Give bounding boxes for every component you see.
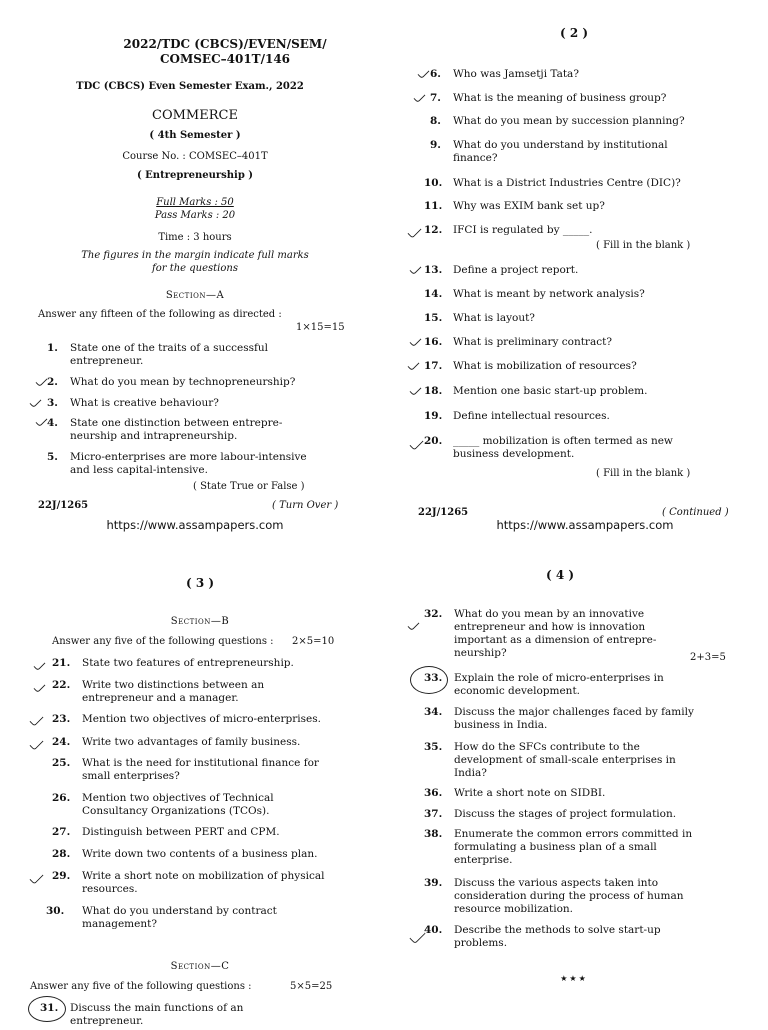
tick-mark-icon xyxy=(409,436,423,450)
footer-turn-over: ( Turn Over ) xyxy=(272,500,339,511)
tick-mark-icon xyxy=(29,396,41,408)
circle-mark-icon xyxy=(28,996,66,1022)
section-a-heading: Section—A xyxy=(165,290,225,301)
instruction-note-1: The figures in the margin indicate full marks xyxy=(81,250,309,261)
question-18: 18. Mention one basic start-up problem. xyxy=(424,385,648,397)
question-3: 3. What is creative behaviour? xyxy=(47,397,219,409)
question-19: 19. Define intellectual resources. xyxy=(424,410,610,422)
question-11: 11. Why was EXIM bank set up? xyxy=(424,200,605,212)
pass-marks: Pass Marks : 20 xyxy=(154,210,236,221)
tick-mark-icon xyxy=(35,375,47,387)
tick-mark-icon xyxy=(413,91,425,103)
section-b-instruction: Answer any five of the following questions : xyxy=(52,636,274,647)
question-12: 12. IFCI is regulated by _____. xyxy=(424,224,593,236)
tick-mark-icon xyxy=(29,736,43,750)
footer-url-page-2[interactable]: https://www.assampapers.com xyxy=(496,518,674,532)
question-21: 21. State two features of entrepreneurship. xyxy=(52,657,294,669)
tick-mark-icon xyxy=(29,712,43,726)
question-9: 9. What do you understand by institutional finance? xyxy=(430,139,668,164)
exam-title: TDC (CBCS) Even Semester Exam., 2022 xyxy=(76,81,304,92)
question-24: 24. Write two advantages of family business. xyxy=(52,736,301,748)
question-37: 37. Discuss the stages of project formulation. xyxy=(424,808,677,820)
tick-mark-icon xyxy=(33,681,45,693)
tick-mark-icon xyxy=(35,415,47,427)
page-3 xyxy=(0,512,384,1027)
question-38: 38. Enumerate the common errors committed in formulating a business plan of a small enterprise. xyxy=(424,828,693,866)
question-17: 17. What is mobilization of resources? xyxy=(424,360,637,372)
question-10: 10. What is a District Industries Centre (DIC)? xyxy=(424,177,681,189)
question-32: 32. What do you mean by an innovative entrepreneur and how is innovation important as a dimension of entrepre- neurship? xyxy=(424,608,657,659)
question-30: 30. What do you understand by contract management? xyxy=(46,905,277,930)
question-39: 39. Discuss the various aspects taken into consideration during the process of human resource mobilization. xyxy=(424,877,684,915)
footer-code: 22J/1265 xyxy=(38,500,89,511)
tick-mark-icon xyxy=(407,359,419,371)
section-a-marks: 1×15=15 xyxy=(296,322,345,333)
question-27: 27. Distinguish between PERT and CPM. xyxy=(52,826,280,838)
tick-mark-icon xyxy=(409,335,421,347)
question-25: 25. What is the need for institutional finance for small enterprises? xyxy=(52,757,319,782)
page-1 xyxy=(0,0,384,512)
subject-title: COMMERCE xyxy=(152,108,238,123)
section-a-instruction: Answer any fifteen of the following as directed : xyxy=(38,309,282,320)
tick-mark-icon xyxy=(29,870,43,884)
question-29: 29. Write a short note on mobilization of physical resources. xyxy=(52,870,325,895)
course-number: Course No. : COMSEC–401T xyxy=(122,151,268,162)
question-23: 23. Mention two objectives of micro-enterprises. xyxy=(52,713,321,725)
question-13: 13. Define a project report. xyxy=(424,264,579,276)
question-35: 35. How do the SFCs contribute to the development of small-scale enterprises in India? xyxy=(424,741,676,779)
page-4 xyxy=(384,512,768,1024)
question-20: 20. _____ mobilization is often termed as new business development. xyxy=(424,435,673,460)
end-marker-stars: ★★★ xyxy=(560,974,588,983)
question-16: 16. What is preliminary contract? xyxy=(424,336,612,348)
question-32-marks: 2+3=5 xyxy=(690,652,726,663)
time-allowed: Time : 3 hours xyxy=(158,232,232,243)
question-2: 2. What do you mean by technopreneurship? xyxy=(47,376,296,388)
question-15: 15. What is layout? xyxy=(424,312,535,324)
tick-mark-icon xyxy=(407,224,421,238)
footer-url-page-1[interactable]: https://www.assampapers.com xyxy=(106,518,284,532)
question-6: 6. Who was Jamsetji Tata? xyxy=(430,68,579,80)
circle-mark-icon xyxy=(410,666,448,694)
semester: ( 4th Semester ) xyxy=(149,130,241,141)
question-5: 5. Micro-enterprises are more labour-intensive and less capital-intensive. xyxy=(47,451,307,476)
tick-mark-icon xyxy=(33,659,45,671)
page-number: ( 2 ) xyxy=(559,26,589,40)
question-22: 22. Write two distinctions between an entrepreneur and a manager. xyxy=(52,679,265,704)
footer-code: 22J/1265 xyxy=(418,507,469,518)
question-20-note: ( Fill in the blank ) xyxy=(596,468,691,479)
question-1: 1. State one of the traits of a successful entrepreneur. xyxy=(47,342,269,367)
tick-mark-icon xyxy=(417,67,429,79)
page-number: ( 4 ) xyxy=(545,568,575,582)
question-7: 7. What is the meaning of business group? xyxy=(430,92,667,104)
question-33: 33. Explain the role of micro-enterprises in economic development. xyxy=(424,672,664,697)
tick-mark-icon xyxy=(409,263,421,275)
footer-continued: ( Continued ) xyxy=(662,507,729,518)
section-c-heading: Section—C xyxy=(170,961,230,972)
section-b-marks: 2×5=10 xyxy=(292,636,335,647)
instruction-note-2: for the questions xyxy=(152,263,238,274)
section-b-heading: Section—B xyxy=(170,616,230,627)
question-5-note: ( State True or False ) xyxy=(193,481,305,492)
page-number: ( 3 ) xyxy=(185,576,215,590)
section-c-instruction: Answer any five of the following questions : xyxy=(30,981,252,992)
question-40: 40. Describe the methods to solve start-up problems. xyxy=(424,924,661,949)
tick-mark-icon xyxy=(407,619,419,631)
paper-name: ( Entrepreneurship ) xyxy=(136,170,254,181)
question-14: 14. What is meant by network analysis? xyxy=(424,288,645,300)
question-28: 28. Write down two contents of a business plan. xyxy=(52,848,318,860)
question-12-note: ( Fill in the blank ) xyxy=(596,240,691,251)
question-8: 8. What do you mean by succession planning? xyxy=(430,115,685,127)
section-c-marks: 5×5=25 xyxy=(290,981,333,992)
question-31: 31. Discuss the main functions of an entrepreneur. xyxy=(40,1002,244,1027)
paper-code-line-2: COMSEC–401T/146 xyxy=(159,52,291,66)
full-marks: Full Marks : 50 xyxy=(156,197,234,208)
question-4: 4. State one distinction between entrepre- neurship and intrapreneurship. xyxy=(47,417,283,442)
question-26: 26. Mention two objectives of Technical Consultancy Organizations (TCOs). xyxy=(52,792,274,817)
tick-mark-icon xyxy=(409,384,421,396)
question-34: 34. Discuss the major challenges faced by family business in India. xyxy=(424,706,694,731)
question-36: 36. Write a short note on SIDBI. xyxy=(424,787,606,799)
page-2 xyxy=(384,0,768,518)
paper-code-line-1: 2022/TDC (CBCS)/EVEN/SEM/ xyxy=(123,37,327,51)
